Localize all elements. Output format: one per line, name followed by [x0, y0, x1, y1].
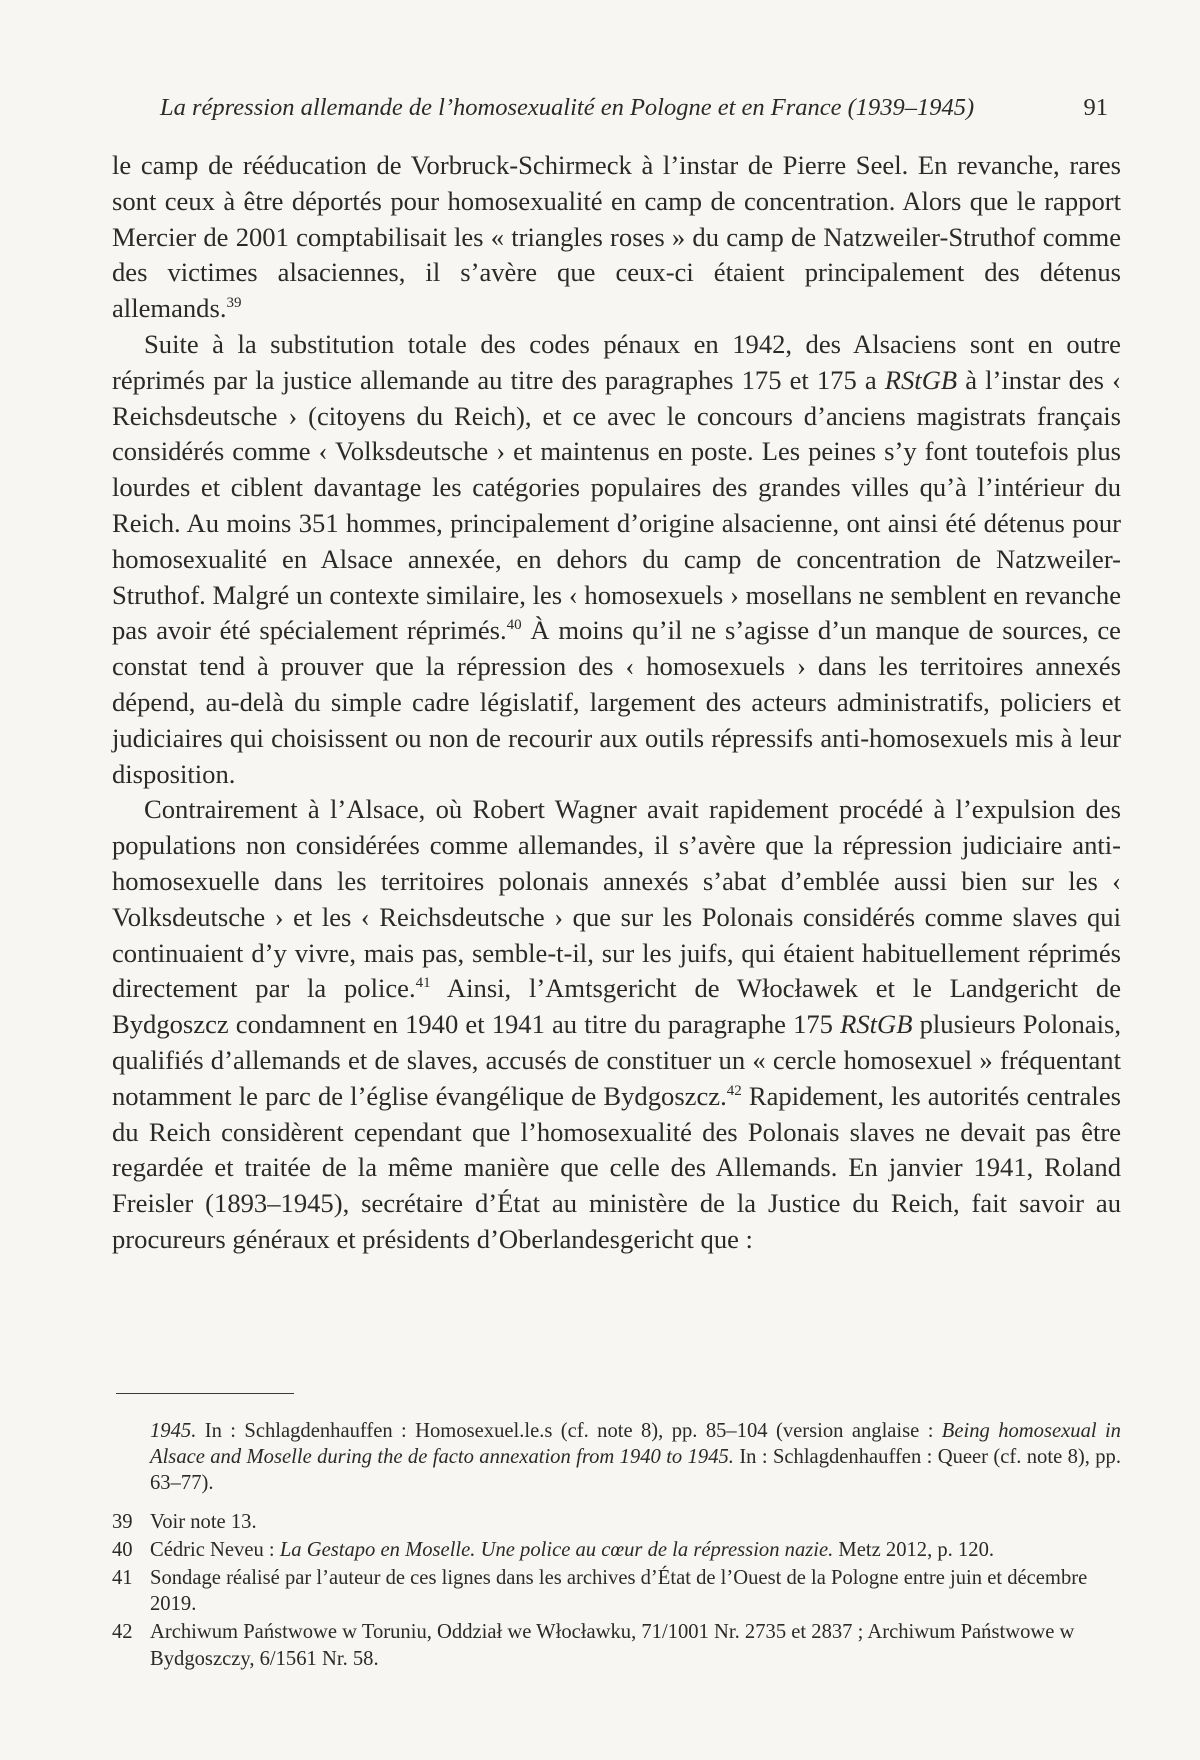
- footnote-40: [112, 1537, 1121, 1563]
- footnote-number: 39: [112, 1510, 133, 1533]
- paragraph-3-text-a: Contrairement à l’Alsace, où Robert Wagner avait rapidement procédé à l’expulsion des populations non considérées comme allemandes, il s’avère que la répression judiciaire anti-homosexuelle dans les territoires polonais annexés s’abat d’emblée aussi bien sur les ‹ Volksdeutsche › et les ‹ Reichsdeutsche › que sur les Polonais considérés comme slaves qui continuaient d’y vivre, mais pas, semble-t-il, sur les juifs, qui étaient habituellement réprimés directement par la police.: [112, 794, 1121, 1004]
- page-number: 91: [1083, 94, 1108, 121]
- footnote-number: 40: [112, 1538, 133, 1561]
- footnote-cont-text-d: In : Schlagdenhauffen : Queer (cf. note 8), pp. 63–77).: [150, 1446, 1122, 1495]
- footnote-40-title: La Gestapo en Moselle. Une police au cœur de la répression nazie.: [279, 1538, 834, 1561]
- footnote-text: Voir note 13.: [150, 1510, 257, 1533]
- paragraph-3-text-b: Ainsi, l’Amtsgericht de Włocławek et le Landgericht de Bydgoszcz condamnent en 1940 et 1941 au titre du paragraphe 175: [112, 973, 1121, 1040]
- footnote-42: [112, 1619, 1121, 1671]
- footnote-40-author: Cédric Neveu :: [150, 1538, 280, 1561]
- footnote-41: [112, 1565, 1121, 1617]
- footnote-separator: [116, 1393, 294, 1394]
- main-text: [112, 148, 1121, 1258]
- paragraph-2-text-a: Suite à la substitution totale des codes pénaux en 1942, des Alsaciens sont en outre réprimés par la justice allemande au titre des paragraphes 175 et 175 a: [112, 328, 1121, 395]
- paragraph-3-text-d: Rapidement, les autorités centrales du Reich considèrent cependant que l’homosexualité des Polonais slaves ne devait pas être regardée et traitée de la même manière que celle des Allemands. En janvier 1941, Roland Freisler (1893–1945), secrétaire d’État au ministère de la Justice du Reich, fait savoir au procureurs généraux et présidents d’Oberlandesgericht que :: [112, 1080, 1121, 1254]
- footnote-cont-text-b: In : Schlagdenhauffen : Homosexuel.le.s (cf. note 8), pp. 85–104 (version anglaise :: [196, 1420, 942, 1442]
- paragraph-1-text: le camp de rééducation de Vorbruck-Schirmeck à l’instar de Pierre Seel. En revanche, rares sont ceux à être déportés pour homosexualité en camp de concentration. Alors que le rapport Mercier de 2001 comptabilisait les « triangles roses » du camp de Natzweiler-Struthof comme des victimes alsaciennes, il s’avère que ceux-ci étaient principalement des détenus allemands.: [112, 150, 1121, 324]
- footnote-continuation: [150, 1418, 1121, 1497]
- running-header: [160, 88, 1120, 128]
- footnote-text: Archiwum Państwowe w Toruniu, Oddział we Włocławku, 71/1001 Nr. 2735 et 2837 ; Archiwum Państwowe w Bydgoszczy, 6/1561 Nr. 58.: [150, 1621, 1075, 1670]
- paragraph-2-text-b: à l’instar des ‹ Reichsdeutsche › (citoyens du Reich), et ce avec le concours d’anciens magistrats français considérés comme ‹ Volksdeutsche › et maintenus en poste. Les peines s’y font toutefois plus lourdes et ciblent davantage les catégories populaires des grandes villes qu’à l’intérieur du Reich. Au moins 351 hommes, principalement d’origine alsacienne, ont ainsi été détenus pour homosexualité en Alsace annexée, en dehors du camp de concentration de Natzweiler-Struthof. Malgré un contexte similaire, les ‹ homosexuels › mosellans ne semblent en revanche pas avoir été spécialement réprimés.: [112, 364, 1121, 646]
- paragraph-2: [112, 327, 1121, 792]
- rstgb-term: RStGB: [884, 364, 958, 395]
- paragraph-3: [112, 792, 1121, 1257]
- footnote-number: 42: [112, 1621, 133, 1644]
- paragraph-3-text-c: plusieurs Polonais, qualifiés d’allemands et de slaves, accusés de constituer un « cercle homosexuel » fréquentant notamment le parc de l’église évangélique de Bydgoszcz.: [112, 1009, 1121, 1111]
- paragraph-1: [112, 148, 1121, 327]
- footnote-number: 41: [112, 1567, 133, 1590]
- paragraph-2-text-c: À moins qu’il ne s’agisse d’un manque de sources, ce constat tend à prouver que la répression des ‹ homosexuels › dans les territoires annexés dépend, au-delà du simple cadre législatif, largement des acteurs administratifs, policiers et judiciaires qui choisissent ou non de recourir aux outils répressifs anti-homosexuels mis à leur disposition.: [112, 615, 1121, 789]
- footnote-text: Sondage réalisé par l’auteur de ces lignes dans les archives d’État de l’Ouest de la Pologne entre juin et décembre 2019.: [150, 1567, 1088, 1616]
- footnotes: [112, 1418, 1121, 1674]
- footnote-39: [112, 1509, 1121, 1535]
- footnote-cont-title: Being homosexual in Alsace and Moselle during the de facto annexation from 1940 to 1945.: [150, 1420, 1121, 1469]
- footnote-ref-42: 42: [726, 1082, 742, 1099]
- footnote-text: [150, 1537, 1121, 1563]
- rstgb-term: RStGB: [840, 1009, 913, 1040]
- running-title: La répression allemande de l’homosexualité en Pologne et en France (1939–1945): [160, 94, 975, 121]
- footnote-ref-39: 39: [226, 295, 242, 312]
- footnote-ref-41: 41: [415, 975, 431, 992]
- footnote-cont-year: 1945.: [150, 1420, 197, 1442]
- footnote-40-imprint: Metz 2012, p. 120.: [833, 1538, 995, 1561]
- footnote-ref-40: 40: [506, 617, 522, 634]
